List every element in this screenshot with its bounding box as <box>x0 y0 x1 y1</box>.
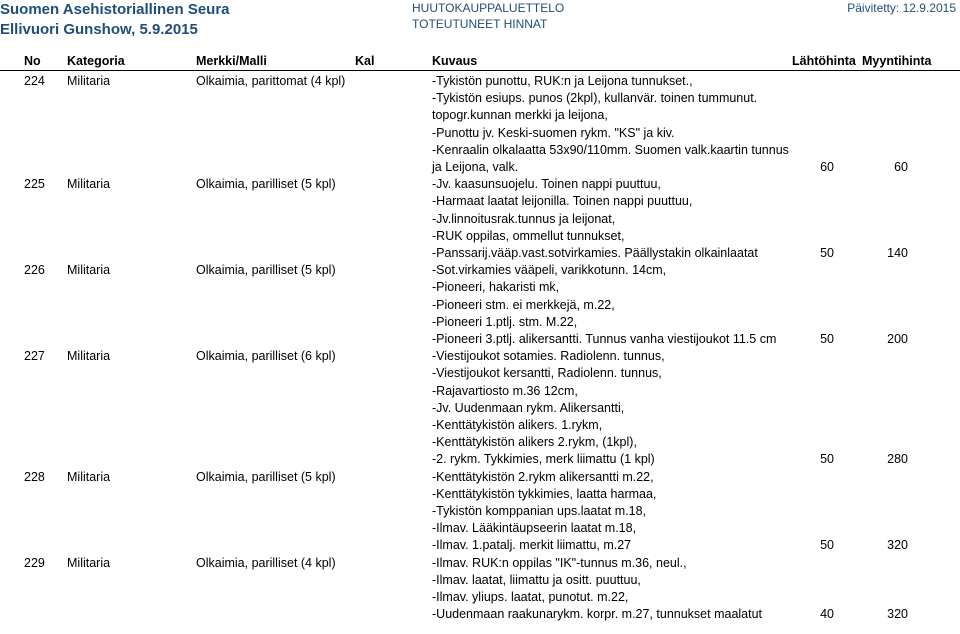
row-kuvaus-line: -Uudenmaan raakunarykm. korpr. m.27, tunnukset maalatut <box>432 607 763 622</box>
row-no: 226 <box>24 263 45 278</box>
row-merkki: Olkaimia, parilliset (5 kpl) <box>196 469 336 484</box>
row-kuvaus-line: -Pioneeri 3.ptlj. alikersantti. Tunnus vanha viestijoukot 11.5 cm <box>432 332 777 346</box>
row-myyntihinta: 280 <box>887 452 908 467</box>
row-merkki: Olkaimia, parilliset (4 kpl) <box>196 555 336 570</box>
row-kuvaus-line: ja Leijona, valk. <box>432 160 519 174</box>
col-kuvaus: Kuvaus <box>432 54 478 68</box>
row-kategoria: Militaria <box>67 74 111 88</box>
col-kategoria: Kategoria <box>67 54 125 68</box>
row-kuvaus-line: -Kenttätykistön alikers. 1.rykm, <box>432 418 603 432</box>
row-kuvaus-line: -Jv. kaasunsuojelu. Toinen nappi puuttuu, <box>432 177 661 192</box>
row-no: 224 <box>24 74 45 88</box>
row-merkki: Olkaimia, parilliset (6 kpl) <box>196 349 336 364</box>
row-kategoria: Militaria <box>67 349 111 364</box>
row-kategoria: Militaria <box>67 469 111 484</box>
col-no: No <box>24 54 41 68</box>
row-kuvaus-line: -Sot.virkamies vääpeli, varikkotunn. 14cm, <box>432 263 667 278</box>
row-merkki: Olkaimia, parilliset (5 kpl) <box>196 263 336 278</box>
row-kuvaus-line: -Kenttätykistön 2.rykm alikersantti m.22, <box>432 469 654 484</box>
header-event: Ellivuori Gunshow, 5.9.2015 <box>0 21 198 38</box>
row-kuvaus-line: -Jv.linnoitusrak.tunnus ja leijonat, <box>432 211 616 226</box>
col-lahtohinta: Lähtöhinta <box>792 54 856 68</box>
row-kuvaus-line: -Rajavartiosto m.36 12cm, <box>432 383 578 398</box>
row-lahtohinta: 40 <box>820 607 834 622</box>
col-myyntihinta: Myyntihinta <box>862 54 932 68</box>
row-myyntihinta: 320 <box>887 607 908 622</box>
row-no: 225 <box>24 177 45 192</box>
row-lahtohinta: 50 <box>820 452 834 467</box>
row-kuvaus-line: -Ilmav. RUK:n oppilas "IK"-tunnus m.36, neul., <box>432 555 687 570</box>
row-kuvaus-line: -Tykistön punottu, RUK:n ja Leijona tunnukset., <box>432 74 693 88</box>
row-kuvaus-line: -Pioneeri, hakaristi mk, <box>432 280 560 295</box>
row-kuvaus-line: -Tykistön esiups. punos (2kpl), kullanvär. toinen tummunut. <box>432 91 758 106</box>
col-kal: Kal <box>355 54 375 68</box>
row-no: 229 <box>24 555 45 570</box>
row-lahtohinta: 50 <box>820 246 834 260</box>
row-lahtohinta: 60 <box>820 160 834 174</box>
row-kuvaus-line: -Ilmav. Lääkintäupseerin laatat m.18, <box>432 521 637 536</box>
row-kuvaus-line: topogr.kunnan merkki ja leijona, <box>432 108 608 123</box>
row-kategoria: Militaria <box>67 263 111 278</box>
row-no: 227 <box>24 349 45 364</box>
row-kategoria: Militaria <box>67 177 111 192</box>
header-org: Suomen Asehistoriallinen Seura <box>0 1 230 18</box>
row-kuvaus-line: -RUK oppilas, ommellut tunnukset, <box>432 228 625 243</box>
row-kuvaus-line: -Viestijoukot kersantti, Radiolenn. tunnus, <box>432 366 662 381</box>
row-myyntihinta: 140 <box>887 246 908 260</box>
row-kuvaus-line: -Kenttätykistön alikers 2.rykm, (1kpl), <box>432 435 637 450</box>
row-kuvaus-line: -Kenttätykistön tykkimies, laatta harmaa, <box>432 486 657 501</box>
header-title: HUUTOKAUPPALUETTELO <box>412 1 565 15</box>
row-myyntihinta: 200 <box>887 332 908 346</box>
row-kuvaus-line: -Ilmav. 1.patalj. merkit liimattu, m.27 <box>432 538 632 553</box>
col-merkki: Merkki/Malli <box>196 54 267 68</box>
row-merkki: Olkaimia, parilliset (5 kpl) <box>196 177 336 192</box>
row-kuvaus-line: -Harmaat laatat leijonilla. Toinen nappi puuttuu, <box>432 194 693 209</box>
row-kuvaus-line: -Punottu jv. Keski-suomen rykm. "KS" ja kiv. <box>432 125 675 140</box>
row-kuvaus-line: -Pioneeri stm. ei merkkejä, m.22, <box>432 297 615 312</box>
row-kuvaus-line: -2. rykm. Tykkimies, merk liimattu (1 kpl) <box>432 452 655 467</box>
row-kuvaus-line: -Panssarij.vääp.vast.sotvirkamies. Päällystakin olkainlaatat <box>432 246 758 260</box>
row-kategoria: Militaria <box>67 555 111 570</box>
row-lahtohinta: 50 <box>820 538 834 553</box>
header-subtitle: TOTEUTUNEET HINNAT <box>412 17 548 31</box>
row-lahtohinta: 50 <box>820 332 834 346</box>
header-underline <box>0 70 960 71</box>
row-kuvaus-line: -Viestijoukot sotamies. Radiolenn. tunnus, <box>432 349 665 364</box>
row-no: 228 <box>24 469 45 484</box>
row-merkki: Olkaimia, parittomat (4 kpl) <box>196 74 346 88</box>
row-myyntihinta: 60 <box>894 160 908 174</box>
row-kuvaus-line: -Tykistön komppanian ups.laatat m.18, <box>432 504 647 518</box>
row-kuvaus-line: -Ilmav. laatat, liimattu ja ositt. puuttuu, <box>432 572 641 587</box>
row-kuvaus-line: -Ilmav. yliups. laatat, punotut. m.22, <box>432 590 629 604</box>
row-kuvaus-line: -Kenraalin olkalaatta 53x90/110mm. Suomen valk.kaartin tunnus <box>432 142 789 157</box>
row-kuvaus-line: -Pioneeri 1.ptlj. stm. M.22, <box>432 314 578 329</box>
row-myyntihinta: 320 <box>887 538 908 553</box>
row-kuvaus-line: -Jv. Uudenmaan rykm. Alikersantti, <box>432 400 625 415</box>
header-updated: Päivitetty: 12.9.2015 <box>847 1 956 15</box>
